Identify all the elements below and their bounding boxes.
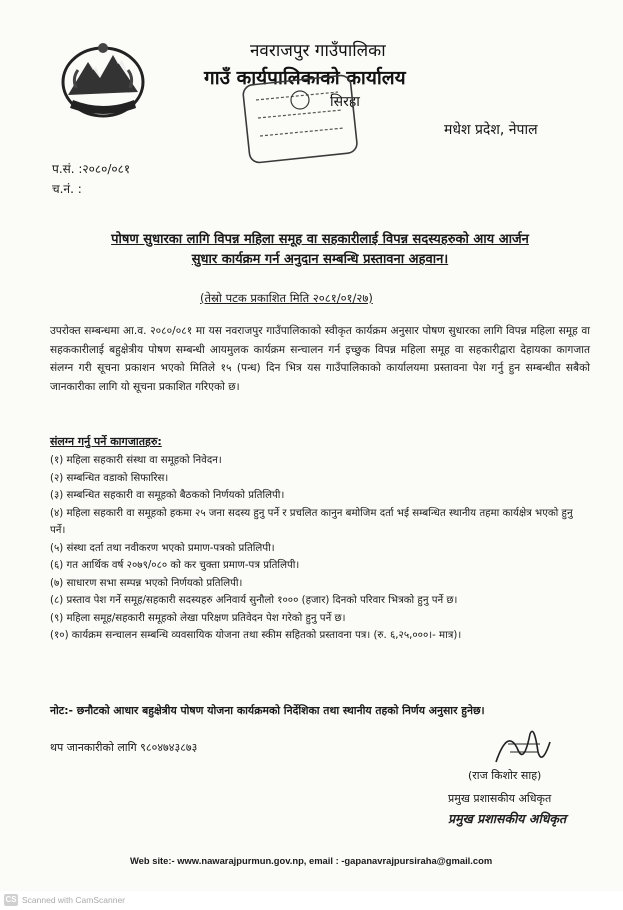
documents-heading: संलग्न गर्नु पर्ने कागजातहरु: <box>50 435 162 448</box>
nepal-emblem-icon <box>58 40 148 120</box>
list-item: (५) संस्था दर्ता तथा नवीकरण भएको प्रमाण-पत्रको प्रतिलिपी। <box>50 542 275 554</box>
notice-title-line1: पोषण सुधारका लागि विपन्न महिला समूह वा सहकारीलाई विपन्न सदस्यहरुको आय आर्जन <box>111 232 529 247</box>
list-item: (२) सम्बन्धित वडाको सिफारिस। <box>50 472 169 484</box>
notice-title-line2: सुधार कार्यक्रम गर्न अनुदान सम्बन्धि प्रस्तावना अहवान। <box>191 252 449 267</box>
dispatch-number: च.नं. : <box>52 182 82 196</box>
municipality-name: नवराजपुर गाउँपालिका <box>250 41 386 61</box>
notice-title <box>40 230 600 270</box>
province-name: मधेश प्रदेश, नेपाल <box>444 122 538 138</box>
office-seal-stamp <box>238 70 363 165</box>
list-item: (३) सम्बन्धित सहकारी वा समूहको बैठकको निर्णयको प्रतिलिपी। <box>50 490 285 501</box>
reference-number: प.सं. :२०८०/०८१ <box>52 162 131 176</box>
list-item: (१०) कार्यक्रम सन्चालन सम्बन्धि व्यवसायिक योजना तथा स्कीम सहितको प्रस्तावना पत्र। (रु. ६,२५,०००।- मात्र)। <box>50 630 462 641</box>
contact-phone: थप जानकारीको लागि ९८०४७४३८७३ <box>50 741 198 754</box>
list-item: (१) महिला सहकारी संस्था वा समूहको निवेदन। <box>50 455 222 466</box>
list-item: (९) महिला समूह/सहकारी समूहको लेखा परिक्षण प्रतिवेदन पेश गरेको हुनु पर्ने छ। <box>50 612 346 624</box>
office-location: सिरहा <box>330 94 360 110</box>
publication-subtitle: (तेस्रो पटक प्रकाशित मिति २०८१/०१/२७) <box>200 291 373 305</box>
list-item: (६) गत आर्थिक वर्ष २०७९/०८० को कर चुक्ता प्रमाण-पत्र प्रतिलिपी। <box>50 560 300 571</box>
list-item: (८) प्रस्ताव पेश गर्ने समूह/सहकारी सदस्यहरु अनिवार्य सुनौलो १००० (हजार) दिनको परिवार भित्रको हुनु पर्ने छ। <box>50 595 458 606</box>
office-name: गाउँ कार्यपालिकाको कार्यालय <box>204 67 406 89</box>
body-paragraph: उपरोक्त सम्बन्धमा आ.व. २०८०/०८१ मा यस नवराजपुर गाउँपालिकाको स्वीकृत कार्यक्रम अनुसार पोषण सुधारका लागि विपन्न महिला समूह वा सहककारीलाई बहुक्षेत्रीय पोषण सम्बन्धी आयमुलक कार्यक्रम सन्चालन गर्न इच्छुक विपन्न महिला समूह वा सहकारीद्वारा देहायका कागजात संलग्न गरी सूचना प्रकाशन भएको मितिले १५ (पन्ध) दिन भित्र यस गाउँपालिकाको कार्यालयमा प्रस्तावना पेश गर्नु हुन सम्बन्धीत सबैको जानकारीका लागि यो सूचना प्रकाशित गरिएको छ। <box>50 325 590 393</box>
list-item: (७) साधारण सभा सम्पन्न भएको निर्णयको प्रतिलिपी। <box>50 577 243 589</box>
signatory-name: (राज किशोर साह) <box>468 769 542 782</box>
signatory-title: प्रमुख प्रशासकीय अधिकृत <box>448 792 552 805</box>
website-email-line: Web site:- www.nawarajpurmun.gov.np, email : -gapanavrajpursiraha@gmail.com <box>130 855 493 866</box>
camscanner-icon: CS <box>5 895 17 904</box>
documents-list <box>50 452 590 645</box>
signatory-stamp: प्रमुख प्रशासकीय अधिकृत <box>448 811 567 826</box>
list-item: (४) महिला सहकारी वा समूहको हकमा २५ जना सदस्य हुनु पर्ने र प्रचलित कानुन बमोजिम दर्ता भई सम्बन्धित स्थानीय तहमा कार्यक्षेत्र भएको हुनु पर्ने। <box>50 507 573 536</box>
signature-icon <box>488 722 558 772</box>
scanner-watermark: Scanned with CamScanner <box>22 895 126 905</box>
selection-note: नोट:- छनौटको आधार बहुक्षेत्रीय पोषण योजना कार्यक्रमको निर्देशिका तथा स्थानीय तहको निर्णय अनुसार हुनेछ। <box>50 704 485 717</box>
